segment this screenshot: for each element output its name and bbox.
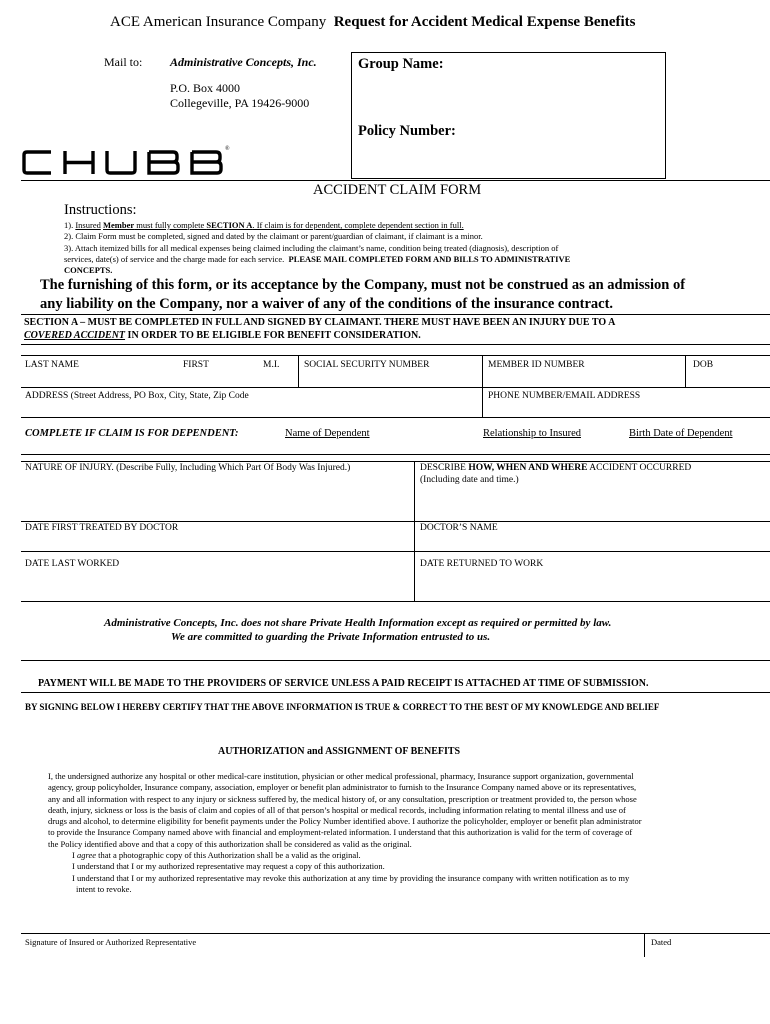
group-name-field[interactable] xyxy=(462,55,657,77)
mail-address-line1: P.O. Box 4000 xyxy=(170,81,241,95)
payment-rule xyxy=(21,692,770,693)
middle-initial-field[interactable] xyxy=(262,370,296,386)
phone-email-label: PHONE NUMBER/EMAIL ADDRESS xyxy=(488,391,641,401)
row1-div1 xyxy=(298,355,299,387)
date-last-worked-label: DATE LAST WORKED xyxy=(25,559,120,569)
nature-of-injury-label: NATURE OF INJURY. (Describe Fully, Including Which Part Of Body Was Injured.) xyxy=(25,463,351,473)
company-name: ACE American Insurance Company xyxy=(110,14,327,30)
dob-label: DOB xyxy=(693,360,714,370)
date-returned-field[interactable] xyxy=(416,572,769,600)
date-first-treated-field[interactable] xyxy=(22,536,412,550)
row1-div3 xyxy=(685,355,686,387)
chubb-logo xyxy=(21,148,231,178)
row4-top xyxy=(21,461,770,462)
last-name-label: LAST NAME xyxy=(25,360,79,370)
policy-number-field[interactable] xyxy=(472,121,657,143)
describe-accident-label: DESCRIBE HOW, WHEN AND WHERE ACCIDENT OCCURRED xyxy=(420,463,692,473)
doctors-name-label: DOCTOR’S NAME xyxy=(420,523,498,533)
last-name-field[interactable] xyxy=(22,370,177,386)
disclaimer-line2: any liability on the Company, nor a waiver of any of the conditions of the insurance contract. xyxy=(40,296,614,312)
privacy-line2: We are committed to guarding the Private Information entrusted to us. xyxy=(171,631,491,643)
dependent-relationship-label[interactable]: Relationship to Insured xyxy=(483,428,581,439)
title-divider xyxy=(21,180,770,181)
section-a-bottom-rule xyxy=(21,344,770,345)
describe-accident-sublabel: (Including date and time.) xyxy=(420,475,519,485)
mail-to-name: Administrative Concepts, Inc. xyxy=(170,55,317,69)
instruction-3-line2: services, date(s) of service and the charge made for each service. PLEASE MAIL COMPLETED FORM AND BILLS TO ADMINISTRATIVE xyxy=(64,254,571,264)
mail-to-label: Mail to: xyxy=(104,55,143,69)
phone-email-field[interactable] xyxy=(484,402,769,416)
privacy-line1: Administrative Concepts, Inc. does not share Private Health Information except as required or permitted by law. xyxy=(104,617,612,629)
dated-field[interactable] xyxy=(648,905,768,932)
address-field[interactable] xyxy=(22,402,480,416)
certify-statement: BY SIGNING BELOW I HEREBY CERTIFY THAT THE ABOVE INFORMATION IS TRUE & CORRECT TO THE BEST OF MY KNOWLEDGE AND BELIEF xyxy=(25,702,660,712)
first-name-label: FIRST xyxy=(183,360,209,370)
disclaimer-line1: The furnishing of this form, or its acceptance by the Company, must not be construed as an admission of xyxy=(40,277,686,293)
address-label: ADDRESS (Street Address, PO Box, City, State, Zip Code xyxy=(25,391,249,401)
dependent-name-label[interactable]: Name of Dependent xyxy=(285,428,370,439)
ssn-label: SOCIAL SECURITY NUMBER xyxy=(304,360,430,370)
policy-number-label: Policy Number: xyxy=(358,123,456,139)
dependent-birth-date-label[interactable]: Birth Date of Dependent xyxy=(629,428,733,439)
form-header-title xyxy=(110,14,635,31)
group-policy-box xyxy=(351,52,666,179)
signature-label: Signature of Insured or Authorized Representative xyxy=(25,937,197,947)
row2-bottom xyxy=(21,417,770,418)
form-title-heading: Request for Accident Medical Expense Benefits xyxy=(333,14,636,30)
member-id-label: MEMBER ID NUMBER xyxy=(488,360,585,370)
nature-of-injury-field[interactable] xyxy=(22,476,412,520)
accident-claim-form-title: ACCIDENT CLAIM FORM xyxy=(313,182,482,198)
instruction-1: 1). Insured Member must fully complete SECTION A. If claim is for dependent, complete dependent section in full. xyxy=(64,220,464,230)
instruction-3-line3: CONCEPTS. xyxy=(64,265,113,275)
section-a-top-rule xyxy=(21,314,770,315)
instruction-3-line1: 3). Attach itemized bills for all medical expenses being claimed including the claimant’s name, condition being treated (diagnosis), description of xyxy=(64,243,559,253)
signature-divider xyxy=(644,933,645,957)
row3-bottom xyxy=(21,454,770,455)
section-a-line2: COVERED ACCIDENT IN ORDER TO BE ELIGIBLE FOR BENEFIT CONSIDERATION. xyxy=(24,330,421,341)
mid-divider xyxy=(414,461,415,601)
authorization-body: I, the undersigned authorize any hospital or other medical-care institution, physician or other medical professional, pharmacy, Insurance support organization, governmental agency, group policyholder, Insurance company, association, employer or benefit plan administrator to furnish to the Insurance Company named above or its representatives, any and all information with respect to any injury or sickness suffered by, the medical history of, or any consultation, prescription or treatment provided to, the person whose death, injury, sickness or loss is the basis of claim and copies of all of that person’s hospital or medical records, including information relating to mental illness and use of drugs and alcohol, to determine eligibility for benefit payments under the Policy Number identified above. I authorize the policyholder, employer or benefit plan administrator to provide the Insurance Company named above with financial and employment-related information. I understand that this authorization is valid for the term of coverage of the Policy identified above and that a copy of this authorization shall be considered as valid as the original. I agree that a photographic copy of this Authorization shall be a valid as the original. I understand that I or my authorized representative may request a copy of this authorization. I understand that I or my authorized representative may revoke this authorization at any time by providing the insurance company with written notification as to my intent to revoke. xyxy=(48,771,642,894)
instructions-heading: Instructions: xyxy=(64,202,137,218)
row6-bottom xyxy=(21,601,770,602)
row1-div2 xyxy=(482,355,483,417)
instruction-2: 2). Claim Form must be completed, signed and dated by the claimant or parent/guardian of claimant, if claimant is a minor. xyxy=(64,231,483,241)
date-returned-label: DATE RETURNED TO WORK xyxy=(420,559,544,569)
logo-registered-mark: ® xyxy=(225,146,230,152)
middle-initial-label: M.I. xyxy=(263,360,280,370)
group-name-label: Group Name: xyxy=(358,56,444,72)
section-a-line1: SECTION A – MUST BE COMPLETED IN FULL AND SIGNED BY CLAIMANT. THERE MUST HAVE BEEN AN INJURY DUE TO A xyxy=(24,317,616,328)
row5-top xyxy=(21,521,770,522)
row5-bottom xyxy=(21,551,770,552)
dob-field[interactable] xyxy=(687,370,769,386)
mail-address-line2: Collegeville, PA 19426-9000 xyxy=(170,96,310,110)
row2-top xyxy=(21,387,770,388)
authorization-heading: AUTHORIZATION and ASSIGNMENT OF BENEFITS xyxy=(218,746,461,757)
privacy-rule xyxy=(21,660,770,661)
doctors-name-field[interactable] xyxy=(416,536,769,550)
date-last-worked-field[interactable] xyxy=(22,572,412,600)
member-id-field[interactable] xyxy=(484,370,683,386)
describe-accident-field[interactable] xyxy=(416,488,769,520)
dated-label: Dated xyxy=(651,937,672,947)
first-name-field[interactable] xyxy=(180,370,260,386)
payment-notice: PAYMENT WILL BE MADE TO THE PROVIDERS OF SERVICE UNLESS A PAID RECEIPT IS ATTACHED AT TIME OF SUBMISSION. xyxy=(38,678,649,689)
dependent-heading: COMPLETE IF CLAIM IS FOR DEPENDENT: xyxy=(25,428,239,439)
signature-field[interactable] xyxy=(22,905,642,932)
date-first-treated-label: DATE FIRST TREATED BY DOCTOR xyxy=(25,523,179,533)
ssn-field[interactable] xyxy=(300,370,480,386)
row1-top xyxy=(21,355,770,356)
signature-line xyxy=(21,933,770,934)
